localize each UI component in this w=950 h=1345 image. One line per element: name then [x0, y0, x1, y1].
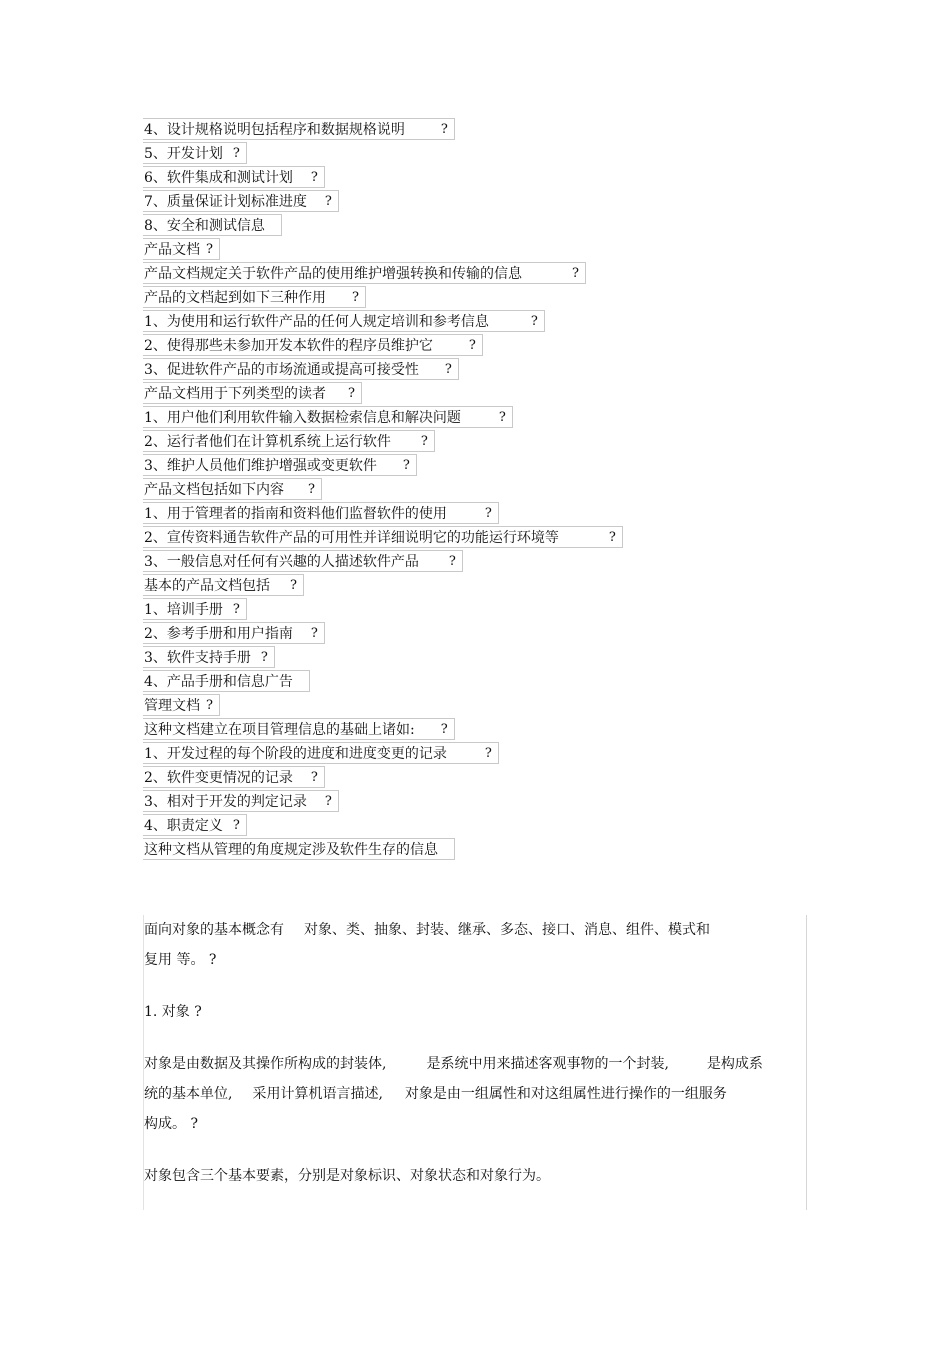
question-mark: ?: [324, 793, 332, 809]
list-line-text: 4、设计规格说明包括程序和数据规格说明: [144, 122, 405, 138]
list-line-text: 产品文档包括如下内容: [144, 482, 284, 498]
list-line: [143, 526, 623, 548]
list-line: [143, 358, 459, 380]
list-line-text: 产品文档用于下列类型的读者: [144, 386, 326, 402]
question-mark: ?: [530, 313, 538, 329]
question-mark: ?: [440, 121, 448, 137]
question-mark: ?: [324, 193, 332, 209]
list-line: [143, 118, 455, 140]
list-line: [143, 670, 310, 692]
list-line: [143, 478, 322, 500]
list-line: [143, 646, 275, 668]
object-def-part6: 对象是由一组属性和对这组属性进行操作的一组服务: [404, 1086, 727, 1102]
list-line-text: 8、安全和测试信息: [144, 218, 265, 234]
list-line-text: 1、为使用和运行软件产品的任何人规定培训和参考信息: [144, 314, 489, 330]
object-def-part2: 是系统中用来描述客观事物的一个封装,: [426, 1056, 669, 1072]
list-line: [143, 166, 325, 188]
list-line: [143, 694, 220, 716]
list-line-text: 1、用于管理者的指南和资料他们监督软件的使用: [144, 506, 447, 522]
question-mark: ?: [310, 169, 318, 185]
list-line-text: 7、质量保证计划标准进度: [144, 194, 307, 210]
list-line-text: 基本的产品文档包括: [144, 578, 270, 594]
question-mark: ?: [206, 241, 213, 257]
concepts-intro: 面向对象的基本概念有: [144, 922, 284, 938]
list-line: [143, 262, 586, 284]
list-line: [143, 382, 362, 404]
paragraph-object-line3: 构成。 ?: [144, 1116, 198, 1132]
list-line: [143, 598, 247, 620]
list-line-text: 这种文档从管理的角度规定涉及软件生存的信息: [144, 842, 438, 858]
list-line: [143, 214, 282, 236]
list-line-text: 1、用户他们利用软件输入数据检索信息和解决问题: [144, 410, 461, 426]
question-mark: ?: [308, 481, 315, 497]
question-mark: ?: [232, 601, 240, 617]
list-line-text: 2、使得那些未参加开发本软件的程序员维护它: [144, 338, 433, 354]
list-line-text: 产品文档规定关于软件产品的使用维护增强转换和传输的信息: [144, 266, 522, 282]
object-def-part3: 是构成系: [706, 1056, 763, 1072]
question-mark: ?: [348, 385, 355, 401]
list-line: [143, 190, 339, 212]
question-mark: ?: [310, 625, 318, 641]
concepts-list: 对象、类、抽象、封装、继承、多态、接口、消息、组件、模式和: [304, 922, 710, 938]
paragraph-object-line2: [144, 1079, 806, 1109]
question-mark: ?: [484, 505, 492, 521]
list-line-text: 6、软件集成和测试计划: [144, 170, 293, 186]
list-line: [143, 430, 435, 452]
question-mark: ?: [420, 433, 428, 449]
list-line: [143, 838, 455, 860]
list-line-text: 这种文档建立在项目管理信息的基础上诸如:: [144, 722, 415, 738]
list-line-text: 1、开发过程的每个阶段的进度和进度变更的记录: [144, 746, 447, 762]
question-mark: ?: [608, 529, 616, 545]
question-mark: ?: [448, 553, 456, 569]
question-mark: ?: [232, 145, 240, 161]
list-line-text: 2、运行者他们在计算机系统上运行软件: [144, 434, 391, 450]
paragraph-concepts-line1: [144, 915, 806, 945]
list-line-text: 5、开发计划: [144, 146, 223, 162]
list-line: [143, 454, 417, 476]
list-line-text: 4、职责定义: [144, 818, 223, 834]
list-line: [143, 718, 455, 740]
list-line: [143, 550, 463, 572]
question-mark: ?: [260, 649, 268, 665]
list-line-text: 3、维护人员他们维护增强或变更软件: [144, 458, 377, 474]
question-mark: ?: [232, 817, 240, 833]
list-line-text: 3、软件支持手册: [144, 650, 251, 666]
object-def-part4: 统的基本单位,: [144, 1086, 233, 1102]
list-line-text: 1、培训手册: [144, 602, 223, 618]
list-line: [143, 286, 366, 308]
object-def-part1: 对象是由数据及其操作所构成的封装体,: [144, 1056, 387, 1072]
upper-list: [143, 118, 663, 862]
list-line-text: 3、一般信息对任何有兴趣的人描述软件产品: [144, 554, 419, 570]
list-line-text: 2、参考手册和用户指南: [144, 626, 293, 642]
question-mark: ?: [402, 457, 410, 473]
list-line-text: 2、宣传资料通告软件产品的可用性并详细说明它的功能运行环境等: [144, 530, 559, 546]
paragraph-object-elements: 对象包含三个基本要素，分别是对象标识、对象状态和对象行为。: [144, 1168, 550, 1184]
list-line: [143, 622, 325, 644]
paragraph-object-line1: [144, 1049, 806, 1079]
question-mark: ?: [468, 337, 476, 353]
list-line-text: 2、软件变更情况的记录: [144, 770, 293, 786]
list-line-text: 4、产品手册和信息广告: [144, 674, 293, 690]
question-mark: ?: [206, 697, 213, 713]
question-mark: ?: [498, 409, 506, 425]
question-mark: ?: [572, 265, 579, 281]
list-line: [143, 814, 247, 836]
question-mark: ?: [484, 745, 492, 761]
paragraph-concepts-line2: 复用 等。 ?: [144, 952, 217, 968]
list-line: [143, 766, 325, 788]
list-line: [143, 502, 499, 524]
section-heading-object: 1. 对象 ?: [144, 1004, 202, 1020]
list-line: [143, 310, 545, 332]
question-mark: ?: [352, 289, 359, 305]
oop-section: [143, 915, 807, 1210]
question-mark: ?: [290, 577, 297, 593]
list-line-text: 3、促进软件产品的市场流通或提高可接受性: [144, 362, 419, 378]
list-line: [143, 142, 247, 164]
object-def-part5: 采用计算机语言描述,: [252, 1086, 383, 1102]
list-line-text: 产品文档: [144, 242, 200, 258]
question-mark: ?: [444, 361, 452, 377]
list-line: [143, 334, 483, 356]
list-line: [143, 238, 220, 260]
question-mark: ?: [440, 721, 448, 737]
list-line: [143, 790, 339, 812]
list-line: [143, 574, 304, 596]
question-mark: ?: [310, 769, 318, 785]
list-line-text: 管理文档: [144, 698, 200, 714]
list-line-text: 3、相对于开发的判定记录: [144, 794, 307, 810]
list-line: [143, 406, 513, 428]
list-line: [143, 742, 499, 764]
list-line-text: 产品的文档起到如下三种作用: [144, 290, 326, 306]
